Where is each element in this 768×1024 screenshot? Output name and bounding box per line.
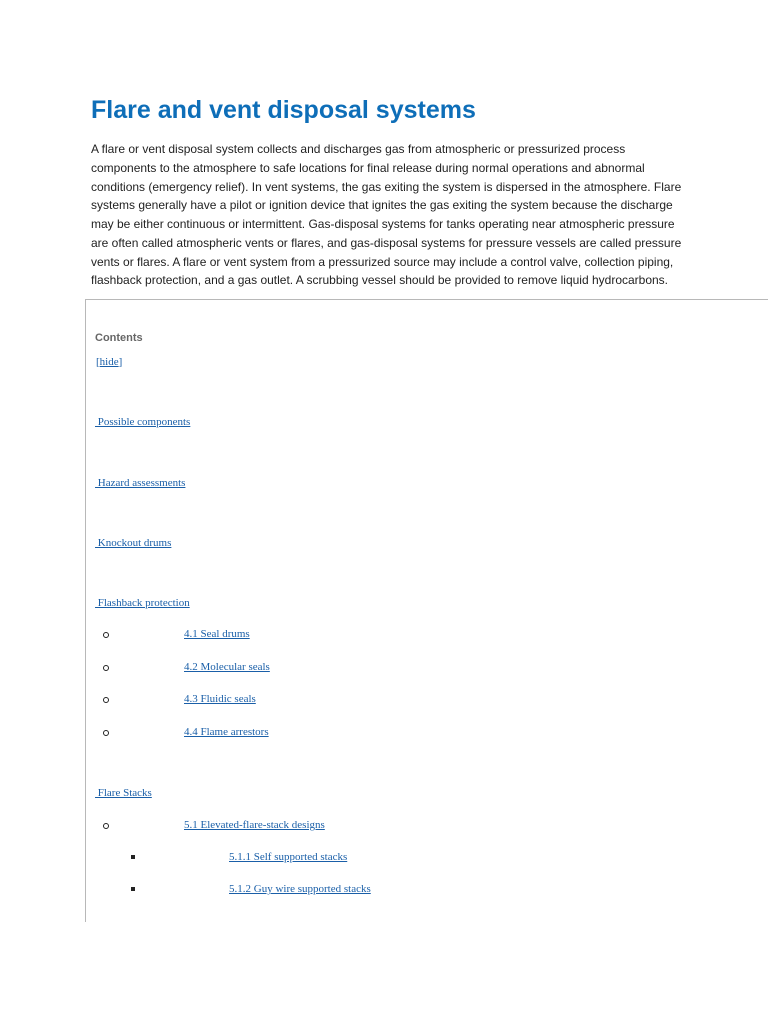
toc-link-guy-wire-supported-stacks[interactable]: 5.1.2 Guy wire supported stacks — [229, 883, 371, 895]
intro-line: may be either continuous or intermittent. Gas-disposal systems for tanks operating near atmospheric pressure — [91, 217, 675, 231]
toc-link-seal-drums[interactable]: 4.1 Seal drums — [184, 628, 250, 640]
toc-link-knockout-drums[interactable]: Knockout drums — [95, 537, 172, 549]
toc-link-molecular-seals[interactable]: 4.2 Molecular seals — [184, 661, 270, 673]
toc-link-fluidic-seals[interactable]: 4.3 Fluidic seals — [184, 693, 256, 705]
intro-line: conditions (emergency relief). In vent systems, the gas exiting the system is dispersed in the atmosphere. Flare — [91, 179, 682, 194]
toc-link-possible-components[interactable]: Possible components — [95, 416, 191, 428]
toc-heading: Contents — [95, 332, 143, 344]
toc-link-self-supported-stacks[interactable]: 5.1.1 Self supported stacks — [229, 851, 348, 863]
toc-link-flame-arrestors[interactable]: 4.4 Flame arrestors — [184, 726, 269, 738]
toc-bullet-square — [131, 887, 135, 891]
toc-link-elevated-flare-stack-designs[interactable]: 5.1 Elevated-flare-stack designs — [184, 819, 325, 831]
toc-bullet-circle — [103, 665, 109, 671]
toc-hide-bracket-close: ] — [118, 356, 123, 368]
toc-link-flare-stacks[interactable]: Flare Stacks — [95, 787, 152, 799]
toc-hide-bracket-open: [ — [96, 356, 100, 368]
toc-bullet-circle — [103, 730, 109, 736]
toc-link-hazard-assessments[interactable]: Hazard assessments — [95, 477, 186, 489]
toc-link-flashback-protection[interactable]: Flashback protection — [95, 597, 190, 609]
intro-line: systems generally have a pilot or ignition device that ignites the gas exiting the system because the discharge — [91, 198, 673, 213]
intro-line: components to the atmosphere to safe locations for final release during normal operations and abnormal — [91, 160, 645, 175]
intro-line: are often called atmospheric vents or flares, and gas-disposal systems for pressure vessels are called pressure — [91, 235, 682, 250]
intro-paragraph — [91, 140, 691, 290]
intro-line: A flare or vent disposal system collects and discharges gas from atmospheric or pressurized process — [91, 142, 626, 156]
toc-bullet-circle — [103, 697, 109, 703]
intro-line: flashback protection, and a gas outlet. A scrubbing vessel should be provided to remove liquid hydrocarbons. — [91, 273, 669, 288]
intro-line: vents or flares. A flare or vent system from a pressurized source may include a control valve, collection piping, — [91, 254, 674, 269]
toc-hide-toggle[interactable] — [96, 356, 122, 368]
page-title: Flare and vent disposal systems — [91, 96, 476, 124]
toc-bullet-circle — [103, 823, 109, 829]
toc-bullet-circle — [103, 632, 109, 638]
toc-hide-link[interactable]: hide — [99, 356, 119, 368]
toc-bullet-square — [131, 855, 135, 859]
